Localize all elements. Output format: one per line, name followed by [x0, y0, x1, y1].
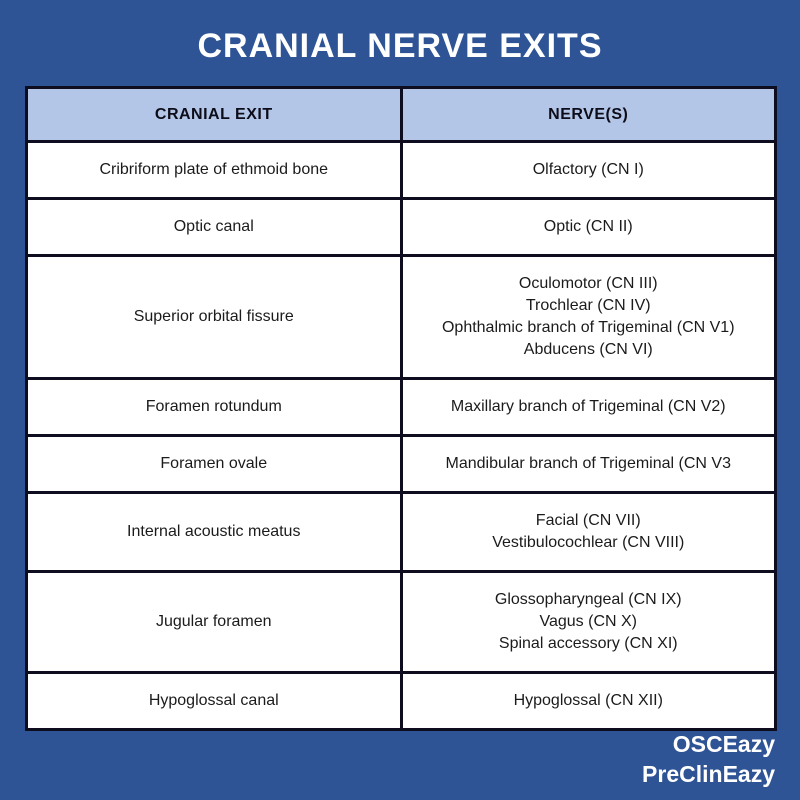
table-row	[27, 199, 776, 256]
nerve-line: Spinal accessory (CN XI)	[498, 635, 678, 652]
nerve-line: Trochlear (CN IV)	[525, 297, 651, 314]
nerves-cell	[401, 493, 776, 572]
nerve-line: Ophthalmic branch of Trigeminal (CN V1)	[441, 319, 735, 336]
table-row	[27, 256, 776, 379]
branding-osceazy: OSCEazy	[672, 731, 775, 757]
table-body	[27, 142, 776, 730]
nerves-cell	[401, 256, 776, 379]
branding	[642, 729, 775, 789]
table-row	[27, 572, 776, 673]
cranial-exit-cell: Internal acoustic meatus	[27, 493, 402, 572]
nerves-cell	[401, 436, 776, 493]
branding-preclineazy: PreClinEazy	[642, 761, 775, 787]
nerves-cell	[401, 142, 776, 199]
nerve-line: Oculomotor (CN III)	[518, 275, 658, 292]
cranial-exit-cell: Hypoglossal canal	[27, 673, 402, 730]
table-row	[27, 673, 776, 730]
column-header-nerves: NERVE(S)	[401, 88, 776, 142]
column-header-cranial-exit: CRANIAL EXIT	[27, 88, 402, 142]
nerves-cell	[401, 199, 776, 256]
table-row	[27, 436, 776, 493]
nerve-line: Mandibular branch of Trigeminal (CN V3	[445, 455, 731, 472]
nerve-line: Vagus (CN X)	[539, 613, 637, 630]
nerve-line: Abducens (CN VI)	[523, 341, 653, 358]
page-title: CRANIAL NERVE EXITS	[197, 27, 603, 65]
nerve-line: Optic (CN II)	[543, 218, 633, 235]
table-row	[27, 142, 776, 199]
cranial-exit-cell: Cribriform plate of ethmoid bone	[27, 142, 402, 199]
cranial-exit-cell: Superior orbital fissure	[27, 256, 402, 379]
cranial-exit-cell: Foramen rotundum	[27, 379, 402, 436]
nerves-cell	[401, 673, 776, 730]
nerve-line: Vestibulocochlear (CN VIII)	[492, 534, 685, 551]
cranial-nerve-table	[25, 86, 777, 731]
nerves-cell	[401, 379, 776, 436]
table-row	[27, 493, 776, 572]
cranial-exit-cell: Foramen ovale	[27, 436, 402, 493]
table-header-row	[27, 88, 776, 142]
cranial-exit-cell: Optic canal	[27, 199, 402, 256]
nerve-line: Facial (CN VII)	[535, 512, 641, 529]
table-row	[27, 379, 776, 436]
nerves-cell	[401, 572, 776, 673]
nerve-line: Olfactory (CN I)	[532, 161, 644, 178]
nerve-line: Hypoglossal (CN XII)	[513, 692, 663, 709]
nerve-line: Maxillary branch of Trigeminal (CN V2)	[450, 398, 726, 415]
cranial-exit-cell: Jugular foramen	[27, 572, 402, 673]
nerve-line: Glossopharyngeal (CN IX)	[494, 591, 682, 608]
